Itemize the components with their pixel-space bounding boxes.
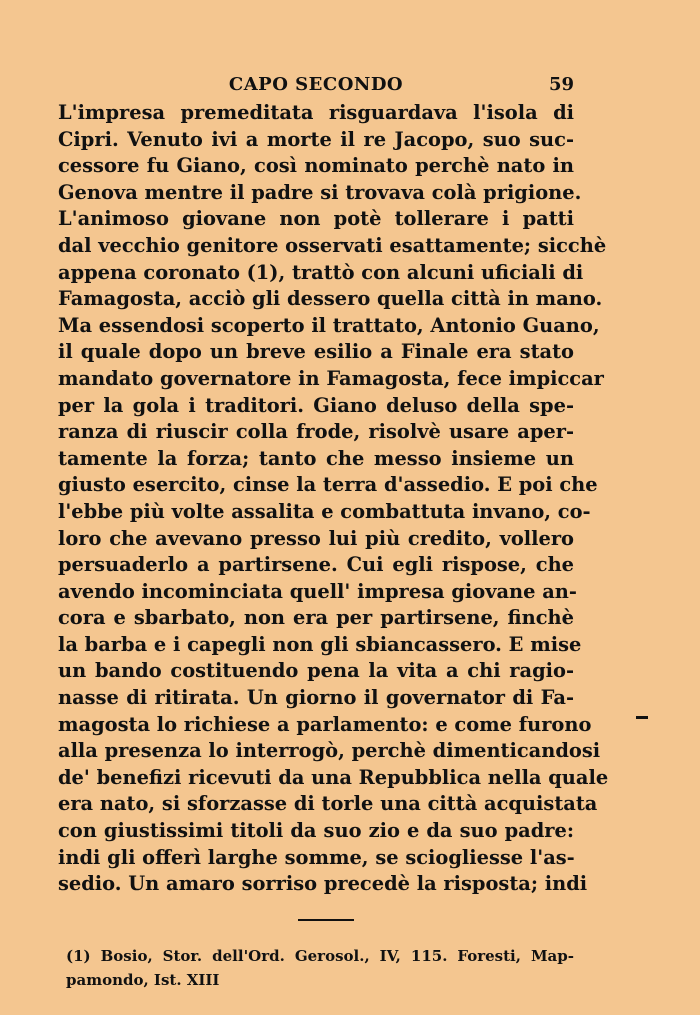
text-line: alla presenza lo interrogò, perchè dimenticandosi [58, 739, 601, 763]
text-line: Famagosta, acciò gli dessero quella città in mano. [58, 287, 603, 311]
text-line: sedio. Un amaro sorriso precedè la risposta; indi [58, 872, 588, 896]
text-line: nasse di ritirata. Un giorno il governator di Fa- [58, 686, 574, 710]
text-line: Ma essendosi scoperto il trattato, Antonio Guano, [58, 313, 600, 337]
text-line: appena coronato (1), trattò con alcuni uficiali di [58, 260, 584, 284]
text-line: Genova mentre il padre si trovava colà prigione. [58, 180, 582, 204]
text-line: era nato, si sforzasse di torle una città acquistata [58, 792, 598, 816]
page-number: 59 [548, 74, 574, 95]
text-line: persuaderlo a partirsene. Cui egli rispose, che [58, 553, 574, 577]
text-line: ranza di riuscir colla frode, risolvè usare aper- [58, 420, 574, 444]
text-line: per la gola i traditori. Giano deluso della spe- [58, 393, 574, 417]
text-line: il quale dopo un breve esilio a Finale era stato [58, 340, 574, 364]
text-line: con giustissimi titoli da suo zio e da suo padre: [58, 819, 574, 843]
margin-mark [636, 716, 648, 719]
running-head [58, 74, 574, 100]
footnote-line: (1) Bosio, Stor. dell'Ord. Gerosol., IV, 115. Foresti, Map- [66, 947, 574, 965]
text-line: loro che avevano presso lui più credito, vollero [58, 526, 574, 550]
text-line: dal vecchio genitore osservati esattamente; sicchè [58, 233, 607, 257]
text-line: la barba e i capegli non gli sbiancassero. E mise [58, 632, 582, 656]
text-line: cessore fu Giano, così nominato perchè nato in [58, 154, 574, 178]
text-line: avendo incominciata quell' impresa giovane an- [58, 579, 577, 603]
body-text [58, 100, 609, 898]
text-line: indi gli offerì larghe somme, se sciogliesse l'as- [58, 845, 575, 869]
text-line: Cipri. Venuto ivi a morte il re Jacopo, suo suc- [58, 127, 574, 151]
text-line: magosta lo richiese a parlamento: e come furono [58, 712, 592, 736]
text-line: cora e sbarbato, non era per partirsene, finchè [58, 606, 574, 630]
text-line: de' benefizi ricevuti da una Repubblica nella quale [58, 765, 609, 789]
text-line: L'impresa premeditata risguardava l'isola di [58, 101, 574, 124]
text-line: l'ebbe più volte assalita e combattuta invano, co- [58, 499, 591, 523]
running-title: CAPO SECONDO [228, 74, 404, 95]
footnote-line: pamondo, Ist. XIII [66, 971, 220, 989]
footnote [66, 944, 574, 992]
text-line: L'animoso giovane non potè tollerare i patti [58, 207, 574, 231]
text-line: tamente la forza; tanto che messo insieme un [58, 446, 574, 470]
footnote-rule [298, 919, 354, 921]
text-line: giusto esercito, cinse la terra d'assedio. E poi che [58, 473, 598, 497]
text-line: mandato governatore in Famagosta, fece impiccar [58, 366, 604, 390]
text-line: un bando costituendo pena la vita a chi ragio- [58, 659, 574, 683]
